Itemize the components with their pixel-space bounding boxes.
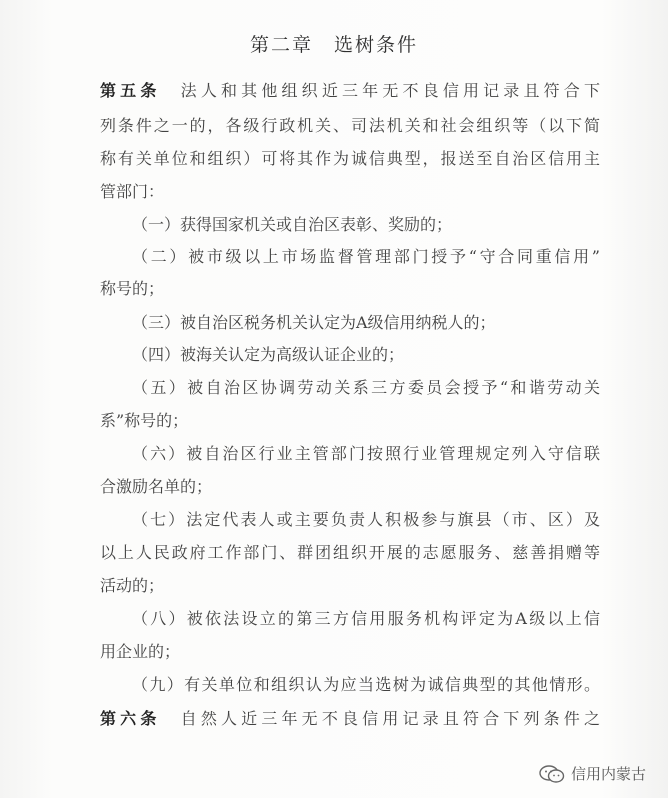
item-8-line-1: （八）被依法设立的第三方信用服务机构评定为A级以上信 bbox=[132, 609, 600, 628]
article6-line-1 bbox=[100, 708, 600, 730]
item-6-line-2: 合激励名单的； bbox=[100, 477, 213, 496]
source-watermark bbox=[539, 763, 646, 784]
article5-label: 第五条 bbox=[100, 81, 161, 100]
item-6-line-1: （六）被自治区行业主管部门按照行业管理规定列入守信联 bbox=[132, 444, 600, 463]
item-3-line-1: （三）被自治区税务机关认定为A级信用纳税人的； bbox=[132, 313, 496, 332]
item-8-line-2: 用企业的； bbox=[100, 642, 181, 661]
item-5-line-2: 系”称号的； bbox=[100, 411, 189, 430]
item-9-line-1: （九）有关单位和组织认为应当选树为诚信典型的其他情形。 bbox=[132, 675, 600, 694]
article5-line-4: 管部门： bbox=[100, 182, 165, 201]
item-7-line-3: 活动的； bbox=[100, 576, 165, 595]
article5-text-1: 法人和其他组织近三年无不良信用记录且符合下 bbox=[160, 81, 600, 100]
article6-text: 自然人近三年无不良信用记录且符合下列条件之 bbox=[160, 709, 600, 728]
article5-line-3: 称有关单位和组织）可将其作为诚信典型，报送至自治区信用主 bbox=[100, 149, 600, 168]
item-2-line-1: （二）被市级以上市场监督管理部门授予“守合同重信用” bbox=[132, 247, 600, 266]
chapter-title: 第二章 选树条件 bbox=[249, 34, 418, 56]
watermark-text: 信用内蒙古 bbox=[570, 765, 646, 783]
item-1-line-1: （一）获得国家机关或自治区表彰、奖励的； bbox=[132, 215, 453, 234]
item-7-line-2: 以上人民政府工作部门、群团组织开展的志愿服务、慈善捐赠等 bbox=[100, 543, 600, 562]
item-4-line-1: （四）被海关认定为高级认证企业的； bbox=[132, 345, 405, 364]
wechat-bubble-icon bbox=[539, 764, 565, 784]
item-2-line-2: 称号的； bbox=[100, 279, 165, 298]
item-5-line-1: （五）被自治区协调劳动关系三方委员会授予“和谐劳动关 bbox=[132, 378, 600, 397]
article5-line-1 bbox=[100, 80, 600, 102]
item-7-line-1: （七）法定代表人或主要负责人积极参与旗县（市、区）及 bbox=[132, 510, 600, 529]
article6-label: 第六条 bbox=[100, 709, 161, 728]
article5-line-2: 列条件之一的，各级行政机关、司法机关和社会组织等（以下简 bbox=[100, 116, 600, 135]
